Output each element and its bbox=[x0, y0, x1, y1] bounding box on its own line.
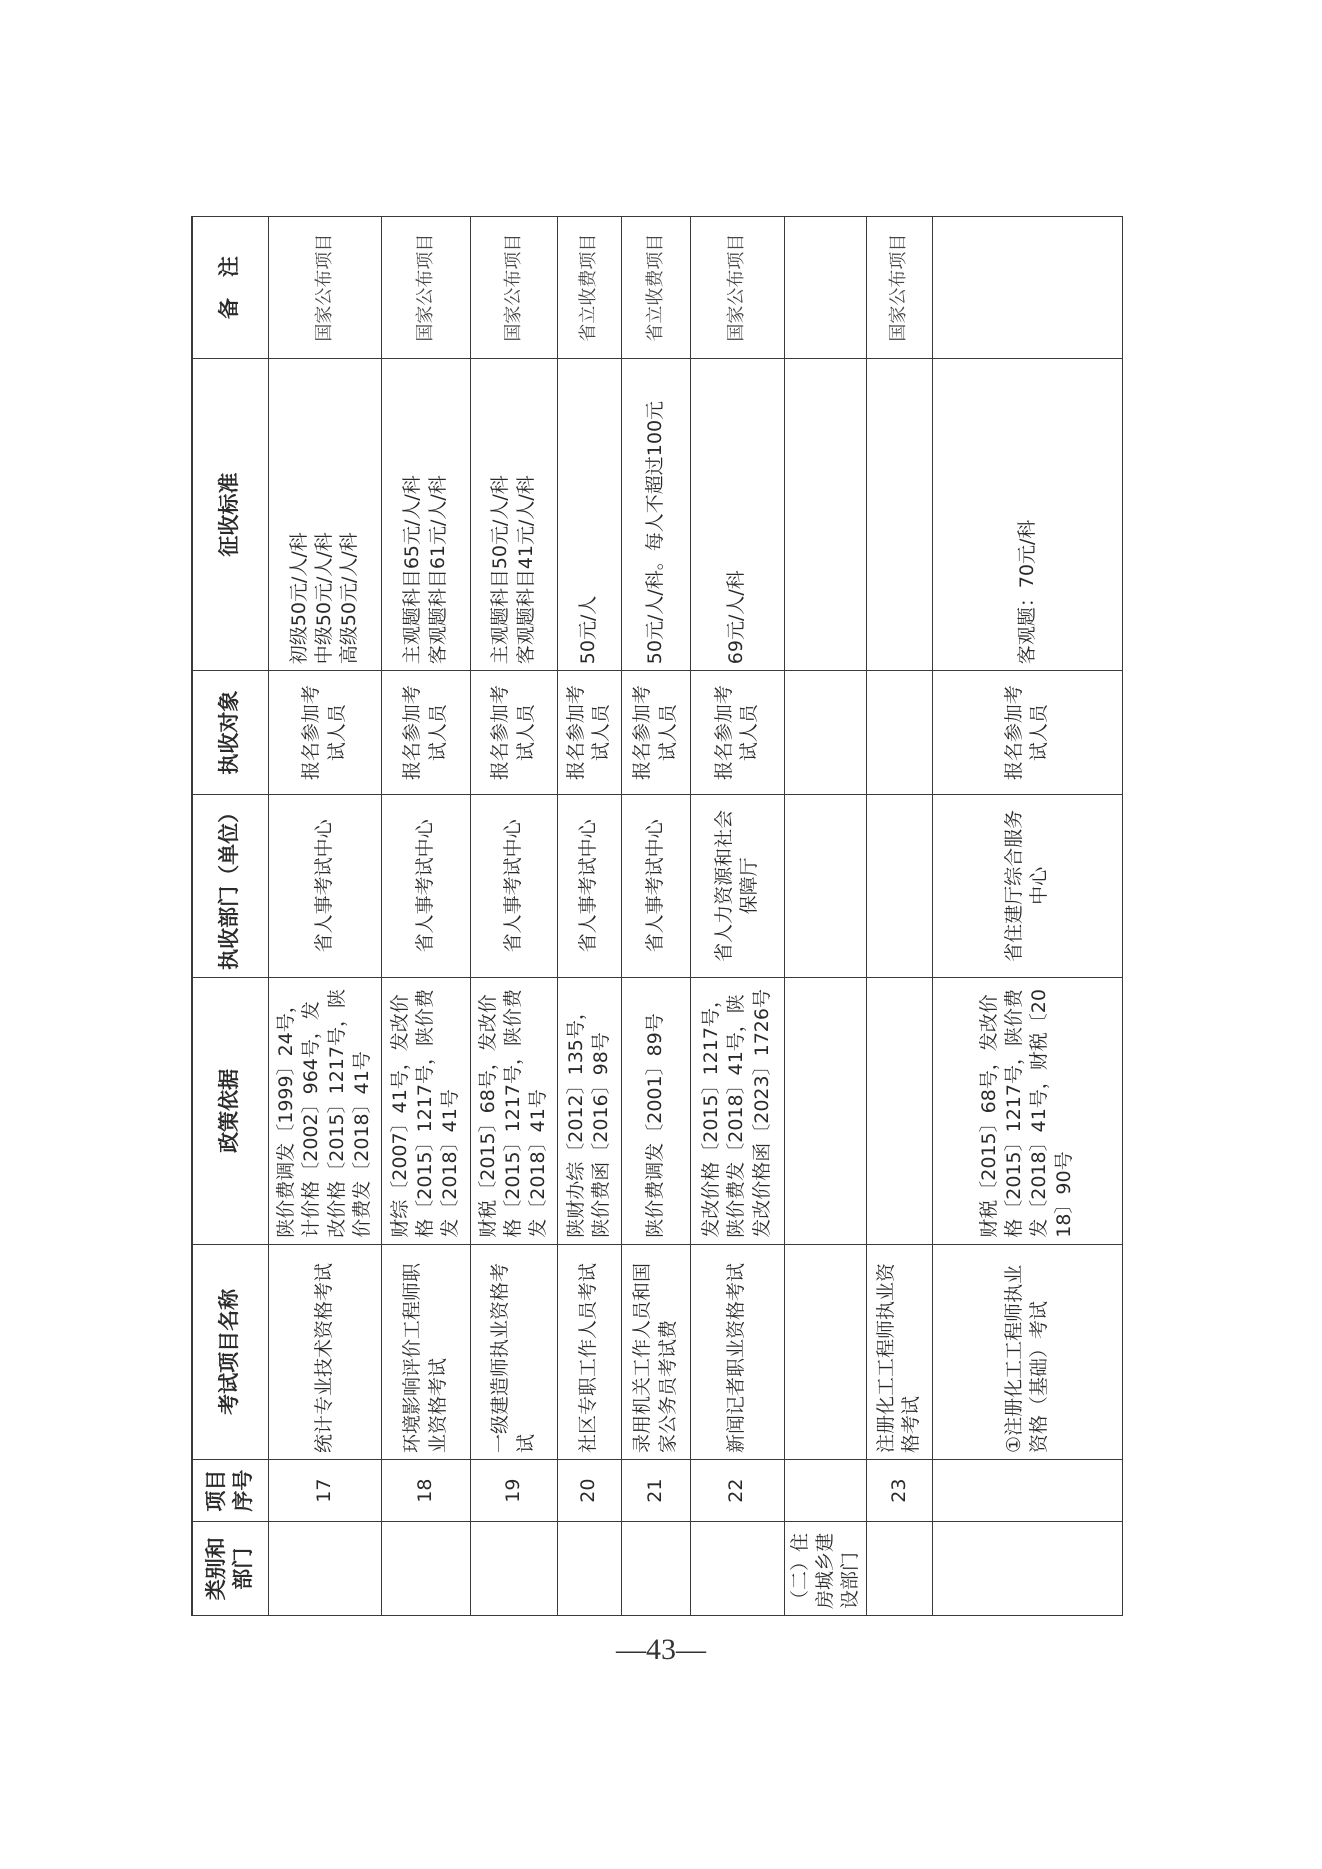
cell-target bbox=[866, 671, 932, 795]
table-row bbox=[932, 217, 1122, 1616]
cell-dept: 省人事考试中心 bbox=[557, 794, 621, 977]
cell-category bbox=[470, 1522, 557, 1616]
cell-seq: 17 bbox=[268, 1459, 381, 1521]
cell-category bbox=[690, 1522, 784, 1616]
standard-line: 主观题科目65元/人/科 bbox=[401, 475, 424, 665]
header-standard: 征收标准 bbox=[192, 359, 268, 671]
cell-note: 国家公布项目 bbox=[470, 217, 557, 359]
cell-seq: 22 bbox=[690, 1459, 784, 1521]
cell-policy bbox=[866, 977, 932, 1244]
standard-line: 客观题科目61元/人/科 bbox=[426, 475, 449, 665]
cell-seq bbox=[932, 1459, 1122, 1521]
cell-target: 报名参加考试人员 bbox=[470, 671, 557, 795]
table-row bbox=[381, 217, 470, 1616]
cell-policy: 财综〔2007〕41号，发改价格〔2015〕1217号，陕价费发〔2018〕41号 bbox=[381, 977, 470, 1244]
cell-seq: 23 bbox=[866, 1459, 932, 1521]
standard-line: 中级50元/人/科 bbox=[312, 532, 335, 665]
cell-category: （二）住房城乡建设部门 bbox=[784, 1522, 866, 1616]
standard-line: 主观题科目50元/人/科 bbox=[489, 475, 512, 665]
cell-target bbox=[784, 671, 866, 795]
cell-standard bbox=[784, 359, 866, 671]
cell-name bbox=[784, 1244, 866, 1459]
table-row bbox=[690, 217, 784, 1616]
cell-target: 报名参加考试人员 bbox=[268, 671, 381, 795]
cell-seq: 20 bbox=[557, 1459, 621, 1521]
cell-category bbox=[932, 1522, 1122, 1616]
cell-name: 一级建造师执业资格考试 bbox=[470, 1244, 557, 1459]
cell-name: 录用机关工作人员和国家公务员考试费 bbox=[621, 1244, 690, 1459]
cell-policy bbox=[784, 977, 866, 1244]
cell-note: 国家公布项目 bbox=[690, 217, 784, 359]
table-row bbox=[557, 217, 621, 1616]
cell-note: 省立收费项目 bbox=[621, 217, 690, 359]
table-row bbox=[621, 217, 690, 1616]
rotated-fee-table bbox=[191, 216, 1106, 1616]
cell-policy: 陕财办综〔2012〕135号，陕价费函〔2016〕98号 bbox=[557, 977, 621, 1244]
cell-target: 报名参加考试人员 bbox=[557, 671, 621, 795]
cell-note: 国家公布项目 bbox=[268, 217, 381, 359]
cell-standard bbox=[621, 359, 690, 671]
table-row bbox=[470, 217, 557, 1616]
cell-note: 国家公布项目 bbox=[381, 217, 470, 359]
cell-name: 注册化工工程师执业资格考试 bbox=[866, 1244, 932, 1459]
cell-dept: 省人力资源和社会保障厅 bbox=[690, 794, 784, 977]
cell-note: 省立收费项目 bbox=[557, 217, 621, 359]
page-number: —43— bbox=[616, 1633, 706, 1666]
cell-dept bbox=[866, 794, 932, 977]
cell-policy: 财税〔2015〕68号，发改价格〔2015〕1217号，陕价费发〔2018〕41号，财税〔2018〕90号 bbox=[932, 977, 1122, 1244]
header-seq: 项目序号 bbox=[192, 1459, 268, 1521]
standard-line: 69元/人/科 bbox=[725, 570, 748, 665]
cell-standard bbox=[932, 359, 1122, 671]
cell-standard bbox=[268, 359, 381, 671]
cell-note: 国家公布项目 bbox=[866, 217, 932, 359]
cell-policy: 财税〔2015〕68号，发改价格〔2015〕1217号，陕价费发〔2018〕41号 bbox=[470, 977, 557, 1244]
cell-seq: 19 bbox=[470, 1459, 557, 1521]
header-target: 执收对象 bbox=[192, 671, 268, 795]
cell-standard bbox=[381, 359, 470, 671]
cell-standard bbox=[690, 359, 784, 671]
header-dept: 执收部门（单位） bbox=[192, 794, 268, 977]
cell-target: 报名参加考试人员 bbox=[621, 671, 690, 795]
cell-category bbox=[268, 1522, 381, 1616]
header-policy: 政策依据 bbox=[192, 977, 268, 1244]
cell-standard bbox=[557, 359, 621, 671]
cell-note bbox=[932, 217, 1122, 359]
cell-note bbox=[784, 217, 866, 359]
cell-standard bbox=[470, 359, 557, 671]
header-note: 备 注 bbox=[192, 217, 268, 359]
exam-fee-table bbox=[191, 216, 1123, 1616]
header-row bbox=[192, 217, 268, 1616]
standard-line: 客观题：70元/科 bbox=[1015, 519, 1038, 665]
table-row bbox=[268, 217, 381, 1616]
cell-policy: 发改价格〔2015〕1217号，陕价费发〔2018〕41号，陕发改价格函〔2023〕1726号 bbox=[690, 977, 784, 1244]
header-name: 考试项目名称 bbox=[192, 1244, 268, 1459]
cell-dept: 省人事考试中心 bbox=[621, 794, 690, 977]
cell-dept: 省人事考试中心 bbox=[470, 794, 557, 977]
cell-category bbox=[866, 1522, 932, 1616]
standard-line: 初级50元/人/科 bbox=[287, 532, 310, 665]
cell-dept: 省人事考试中心 bbox=[268, 794, 381, 977]
cell-seq: 21 bbox=[621, 1459, 690, 1521]
cell-seq bbox=[784, 1459, 866, 1521]
standard-line: 50元/人/科。每人不超过100元 bbox=[643, 400, 666, 665]
header-category: 类别和部门 bbox=[192, 1522, 268, 1616]
cell-category bbox=[381, 1522, 470, 1616]
cell-seq: 18 bbox=[381, 1459, 470, 1521]
section-row bbox=[784, 217, 866, 1616]
cell-name: 社区专职工作人员考试 bbox=[557, 1244, 621, 1459]
standard-line: 客观题科目41元/人/科 bbox=[514, 475, 537, 665]
cell-policy: 陕价费调发〔1999〕24号，计价格〔2002〕964号，发改价格〔2015〕1217号，陕价费发〔2018〕41号 bbox=[268, 977, 381, 1244]
cell-dept: 省住建厅综合服务中心 bbox=[932, 794, 1122, 977]
table-row bbox=[866, 217, 932, 1616]
cell-name: 环境影响评价工程师职业资格考试 bbox=[381, 1244, 470, 1459]
cell-category bbox=[621, 1522, 690, 1616]
cell-dept bbox=[784, 794, 866, 977]
cell-dept: 省人事考试中心 bbox=[381, 794, 470, 977]
standard-line: 50元/人 bbox=[577, 595, 600, 665]
cell-target: 报名参加考试人员 bbox=[690, 671, 784, 795]
cell-name: ①注册化工工程师执业资格（基础）考试 bbox=[932, 1244, 1122, 1459]
cell-name: 统计专业技术资格考试 bbox=[268, 1244, 381, 1459]
cell-target: 报名参加考试人员 bbox=[381, 671, 470, 795]
cell-policy: 陕价费调发〔2001〕89号 bbox=[621, 977, 690, 1244]
cell-target: 报名参加考试人员 bbox=[932, 671, 1122, 795]
cell-category bbox=[557, 1522, 621, 1616]
standard-line: 高级50元/人/科 bbox=[338, 532, 361, 665]
cell-name: 新闻记者职业资格考试 bbox=[690, 1244, 784, 1459]
cell-standard bbox=[866, 359, 932, 671]
